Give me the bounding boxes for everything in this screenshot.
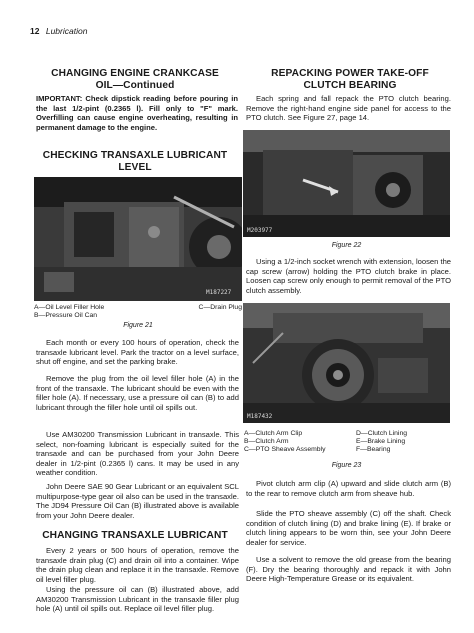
figure-21-legend: [34, 304, 242, 320]
legend-b: B—Clutch Arm: [244, 438, 289, 446]
para-refill: Using the pressure oil can (B) illustrated above, add AM30200 Transmission Lubricant in the transaxle filler plug hole (A) until oil spills out. Replace oil level filler plug.: [36, 585, 239, 614]
figure-23-caption: Figure 23: [331, 462, 362, 469]
heading-crankcase: CHANGING ENGINE CRANKCASE OIL—Continued: [51, 68, 219, 91]
figure-21-caption: Figure 21: [123, 322, 153, 329]
page-header: [30, 26, 87, 36]
legend-c: C—Drain Plug: [198, 304, 242, 311]
figure-23-legend: [244, 430, 450, 455]
figure-21-illustration: [34, 177, 242, 301]
para-socket-wrench: Using a 1/2-inch socket wrench with extension, loosen the cap screw (arrow) holding the PTO clutch brake in place. Loosen cap screw only enough to permit removal of the PTO clutch assembly.: [246, 257, 452, 295]
heading-changing-transaxle: CHANGING TRANSAXLE LUBRICANT: [42, 530, 228, 541]
section-name: Lubrication: [45, 26, 88, 36]
figure-22-illustration: [243, 130, 450, 237]
figure-21-code: M187227: [206, 289, 232, 296]
para-repack: Each spring and fall repack the PTO clutch bearing. Remove the right-hand engine side panel for access to the PTO clutch. See Figure 27, page 14.: [246, 94, 451, 123]
page-number: 12: [30, 26, 40, 36]
figure-23-illustration: [243, 303, 450, 423]
para-am30200: Use AM30200 Transmission Lubricant in transaxle. This select, non-foaming lubricant is especially suited for the transaxle and can be purchased from your John Deere dealer in 1/2-pint (0.2365 l) cans. It may be used in any weather condition.: [36, 430, 239, 478]
legend-c: C—PTO Sheave Assembly: [244, 446, 326, 454]
heading-transaxle-level: CHECKING TRANSAXLE LUBRICANT LEVEL: [42, 150, 228, 173]
para-drain: Every 2 years or 500 hours of operation, remove the transaxle drain plug (C) and drain oil into a container. Wipe the drain plug clean and replace it in the transaxle. Remove oil level filler plug.: [36, 546, 239, 584]
legend-b: B—Pressure Oil Can: [34, 312, 98, 319]
figure-22-caption: Figure 22: [331, 242, 362, 249]
figure-22-photo: [243, 130, 450, 237]
para-check-level: Each month or every 100 hours of operation, check the transaxle lubricant level. Park the tractor on a level surface, shut off engine, and set the parking brake.: [36, 338, 239, 367]
para-pivot-clip: Pivot clutch arm clip (A) upward and slide clutch arm (B) to the rear to remove clutch arm from sheave hub.: [246, 479, 451, 498]
figure-21-photo: [34, 177, 242, 301]
para-remove-plug: Remove the plug from the oil level filler hole (A) in the front of the transaxle. The lubricant should be even with the filler hole (A). If necessary, use a pressure oil can (B) to add lubricant through the filler hole until oil spills out.: [36, 374, 239, 412]
para-sae90: John Deere SAE 90 Gear Lubricant or an equivalent SCL multipurpose-type gear oil also can be used in the transaxle. The JD94 Pressure Oil Can (B) illustrated above is available from your John Deere dealer.: [36, 482, 239, 520]
figure-22-code: M203977: [247, 227, 273, 234]
legend-e: E—Brake Lining: [356, 438, 406, 446]
para-slide-sheave: Slide the PTO sheave assembly (C) off the shaft. Check condition of clutch lining (D) and brake lining (E). If brake or clutch lining appears to be worn thin, see your John Deere dealer for service.: [246, 509, 451, 547]
legend-d: D—Clutch Lining: [356, 430, 407, 437]
legend-a: A—Clutch Arm Clip: [244, 430, 303, 437]
legend-f: F—Bearing: [356, 446, 391, 454]
figure-23-code: M187432: [247, 413, 273, 420]
important-note: IMPORTANT: Check dipstick reading before pouring in the last 1/2-pint (0.2365 l). Fill only to "F" mark. Overfilling can cause engine overheating, resulting in permanent damage to the engine.: [36, 94, 238, 132]
figure-23-photo: [243, 303, 450, 423]
heading-pto-bearing: REPACKING POWER TAKE-OFF CLUTCH BEARING: [271, 68, 429, 91]
legend-a: A—Oil Level Filler Hole: [34, 304, 105, 311]
para-solvent: Use a solvent to remove the old grease from the bearing (F). Dry the bearing thoroughly and repack it with John Deere High-Temperature Grease or its equivalent.: [246, 555, 451, 584]
